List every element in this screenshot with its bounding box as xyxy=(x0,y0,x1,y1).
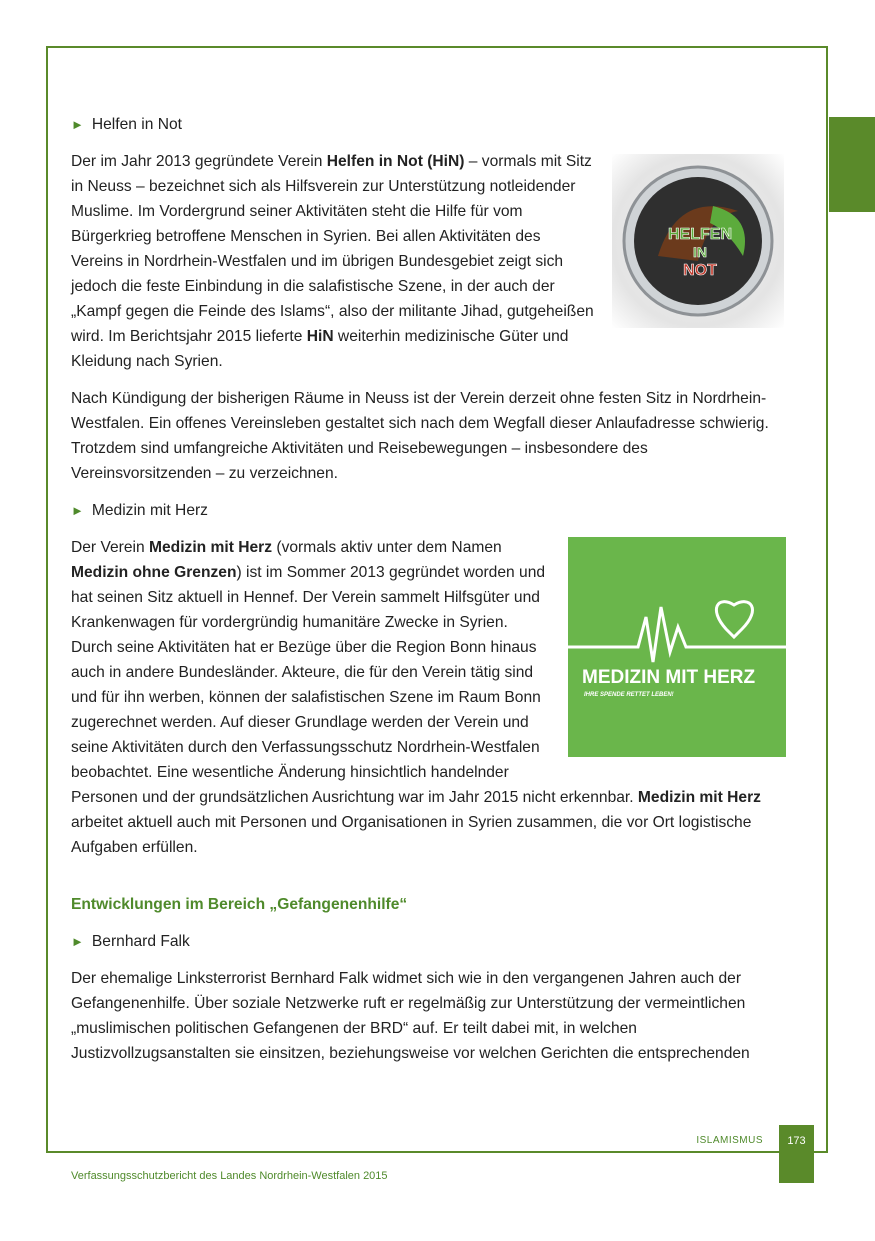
hin-logo-line-2: IN xyxy=(693,244,707,260)
bullet-label: Bernhard Falk xyxy=(91,933,190,950)
mmh-logo-title: MEDIZIN MIT HERZ xyxy=(582,667,756,688)
bullet-helfen-in-not xyxy=(71,112,786,137)
page-number: 173 xyxy=(779,1125,814,1183)
bullet-medizin-mit-herz xyxy=(71,498,786,523)
hin-paragraph-2: Nach Kündigung der bisherigen Räume in Neuss ist der Verein derzeit ohne festen Sitz in Nordrhein-Westfalen. Ein offenes Vereinsleben gestaltet sich nach dem Wegfall dieser Anlaufadresse schwierig. Trotzdem sind umfangreiche Aktivitäten und Reisebewegungen – insbesondere des Vereinsvorsitzenden – zu verzeichnen. xyxy=(71,390,769,482)
section-heading-gefangenenhilfe: Entwicklungen im Bereich „Gefangenenhilfe“ xyxy=(71,896,408,913)
bullet-bernhard-falk xyxy=(71,929,786,954)
hin-paragraph-1: Der im Jahr 2013 gegründete Verein Helfen in Not (HiN) – vormals mit Sitz in Neuss – bezeichnet sich als Hilfsverein zur Unterstützung notleidender Muslime. Im Vordergrund seiner Aktivitäten steht die Hilfe für vom Bürgerkrieg betroffene Menschen in Syrien. Bei allen Aktivitäten des Vereins in Nordrhein-Westfalen und im übrigen Bundesgebiet zeigt sich jedoch die feste Einbindung in die salafistische Szene, in der auch der „Kampf gegen die Feinde des Islams“, also der militante Jihad, gutgeheißen wird. Im Berichtsjahr 2015 lieferte HiN weiterhin medizinische Güter und Kleidung nach Syrien. xyxy=(71,153,594,370)
hin-logo-graphic xyxy=(618,161,778,321)
triangle-right-icon: ► xyxy=(71,934,84,949)
medizin-mit-herz-logo xyxy=(568,537,786,757)
hin-logo-line-1: HELFEN xyxy=(668,226,732,243)
page-content xyxy=(71,112,786,1078)
mmh-logo-tagline: IHRE SPENDE RETTET LEBEN! xyxy=(584,692,674,698)
hin-logo-line-3: NOT xyxy=(683,262,717,279)
mmh-logo-graphic xyxy=(568,537,786,757)
falk-paragraph-1: Der ehemalige Linksterrorist Bernhard Falk widmet sich wie in den vergangenen Jahren auch der Gefangenenhilfe. Über soziale Netzwerke ruft er regelmäßig zur Unterstützung der vermeintlichen „muslimischen politischen Gefangenen der BRD“ auf. Er teilt dabei mit, in welchen Justizvollzugsanstalten sie einsitzen, beziehungsweise vor welchen Gerichten die entsprechenden xyxy=(71,970,750,1062)
triangle-right-icon: ► xyxy=(71,117,84,132)
footer-publication: Verfassungsschutzbericht des Landes Nordrhein-Westfalen 2015 xyxy=(71,1170,388,1182)
mmh-paragraph-1: Der Verein Medizin mit Herz (vormals aktiv unter dem Namen Medizin ohne Grenzen) ist im Sommer 2013 gegründet worden und hat seinen Sitz aktuell in Hennef. Der Verein sammelt Hilfsgüter und Krankenwagen für vordergründig humanitäre Zwecke in Syrien. Durch seine Aktivitäten hat er Bezüge über die Region Bonn hinaus auch in andere Bundesländer. Akteure, die für den Verein tätig sind und für ihn werben, können der salafistischen Szene im Raum Bonn zugerechnet werden. Auf dieser Grundlage werden der Verein und seine Aktivitäten durch den Verfassungsschutz Nordrhein-Westfalen beobachtet. Eine wesentliche Änderung hinsichtlich handelnder Personen und der grundsätzlichen Ausrichtung war im Jahr 2015 nicht erkennbar. Medizin mit Herz arbeitet aktuell auch mit Personen und Organisationen in Syrien zusammen, die vor Ort logistische Aufgaben erfüllen. xyxy=(71,539,761,856)
helfen-in-not-logo xyxy=(612,154,784,328)
bullet-label: Helfen in Not xyxy=(91,116,183,133)
bullet-label: Medizin mit Herz xyxy=(91,502,208,519)
chapter-side-tab xyxy=(829,117,875,212)
triangle-right-icon: ► xyxy=(71,503,84,518)
footer-section-label: ISLAMISMUS xyxy=(696,1135,763,1146)
